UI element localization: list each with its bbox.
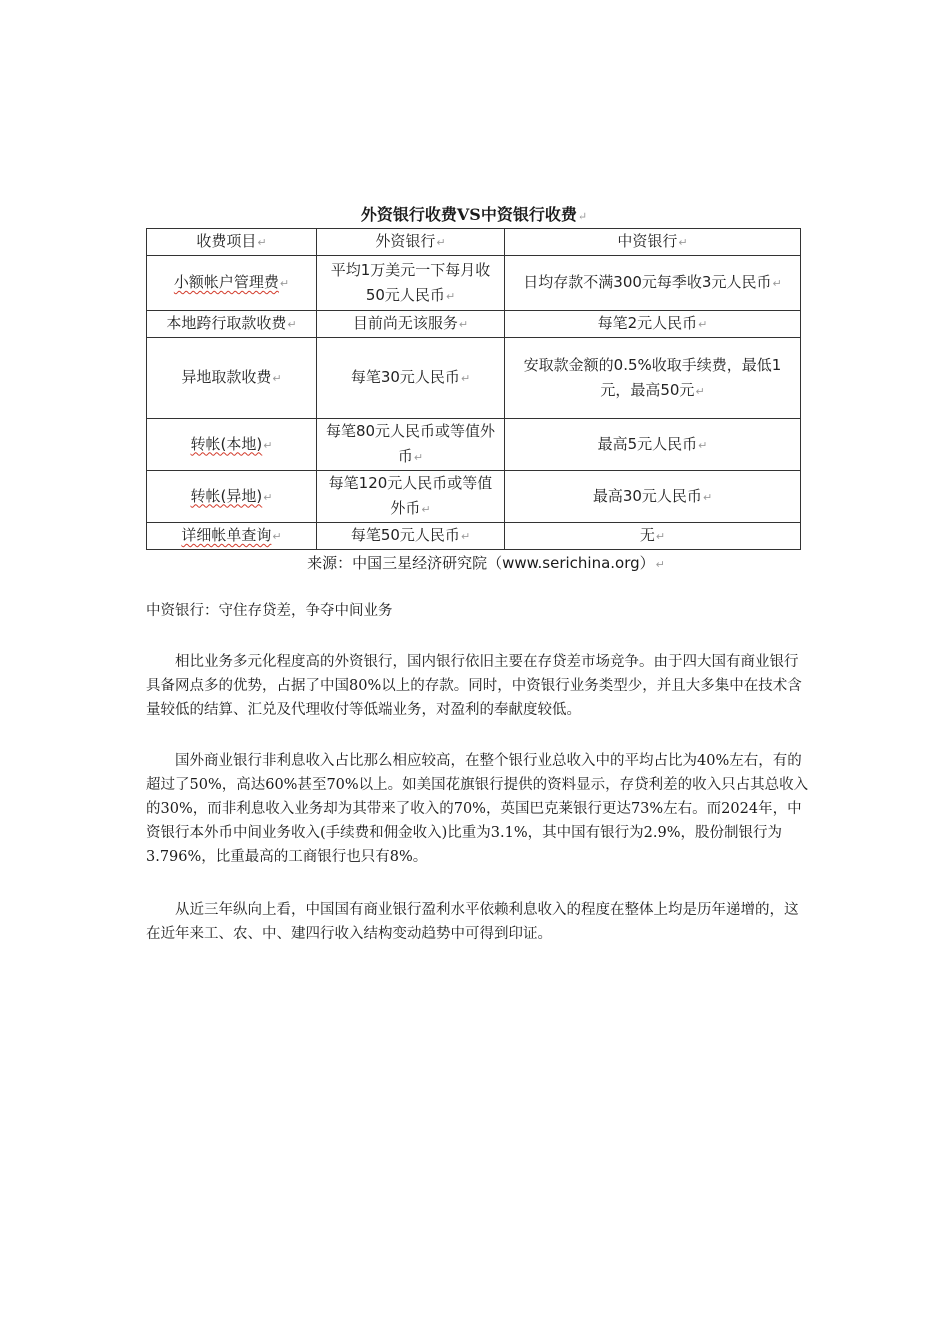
table-cell: 详细帐单查询↵ (147, 523, 317, 550)
table-cell: 异地取款收费↵ (147, 338, 317, 419)
table-cell: 日均存款不满300元每季收3元人民币↵ (505, 256, 801, 311)
paragraph-3: 从近三年纵向上看，中国国有商业银行盈利水平依赖利息收入的程度在整体上均是历年递增的，这在近年来工、农、中、建四行收入结构变动趋势中可得到印证。 (146, 902, 799, 942)
table-cell: 每笔30元人民币↵ (317, 338, 505, 419)
table-cell: 每笔120元人民币或等值外币↵ (317, 471, 505, 523)
paragraph-1: 相比业务多元化程度高的外资银行，国内银行依旧主要在存贷差市场竞争。由于四大国有商业银行具备网点多的优势，占据了中国80%以上的存款。同时，中资银行业务类型少，并且大多集中在技术含量较低的结算、汇兑及代理收付等低端业务，对盈利的奉献度较低。 (146, 654, 802, 718)
header-cell: 中资银行↵ (505, 229, 801, 256)
fee-comparison-figure (146, 203, 802, 576)
table-cell: 每笔50元人民币↵ (317, 523, 505, 550)
table-cell: 转帐(异地)↵ (147, 471, 317, 523)
table-row (147, 338, 801, 419)
table-header-row (147, 229, 801, 256)
table-cell: 最高5元人民币↵ (505, 419, 801, 471)
table-row (147, 471, 801, 523)
header-cell: 外资银行↵ (317, 229, 505, 256)
table-cell: 本地跨行取款收费↵ (147, 311, 317, 338)
table-row (147, 523, 801, 550)
table-row (147, 419, 801, 471)
table-cell: 平均1万美元一下每月收50元人民币↵ (317, 256, 505, 311)
figure-title: 外资银行收费VS中资银行收费↵ (360, 205, 588, 224)
table-cell: 每笔2元人民币↵ (505, 311, 801, 338)
table-cell: 安取款金额的0.5%收取手续费，最低1元，最高50元↵ (505, 338, 801, 419)
paragraph-2: 国外商业银行非利息收入占比那么相应较高，在整个银行业总收入中的平均占比为40%左右，有的超过了50%，高达60%甚至70%以上。如美国花旗银行提供的资料显示，存贷利差的收入只占其总收入的30%，而非利息收入业务却为其带来了收入的70%，英国巴克莱银行更达73%左右。而2024年，中资银行本外币中间业务收入(手续费和佣金收入)比重为3.1%，其中国有银行为2.9%，股份制银行为3.796%，比重最高的工商银行也只有8%。 (146, 753, 809, 865)
table-row (147, 256, 801, 311)
paragraph-mark-icon: ↵ (577, 210, 588, 223)
paragraph-mark-icon: ↵ (655, 558, 665, 571)
section-heading: 中资银行：守住存贷差，争夺中间业务 (146, 603, 393, 619)
fee-comparison-table (146, 228, 801, 550)
table-cell: 小额帐户管理费↵ (147, 256, 317, 311)
table-row (147, 311, 801, 338)
table-cell: 每笔80元人民币或等值外币↵ (317, 419, 505, 471)
table-cell: 转帐(本地)↵ (147, 419, 317, 471)
table-cell: 最高30元人民币↵ (505, 471, 801, 523)
table-cell: 无↵ (505, 523, 801, 550)
table-cell: 目前尚无该服务↵ (317, 311, 505, 338)
header-cell: 收费项目↵ (147, 229, 317, 256)
figure-source: 来源：中国三星经济研究院（www.serichina.org）↵ (307, 554, 665, 572)
